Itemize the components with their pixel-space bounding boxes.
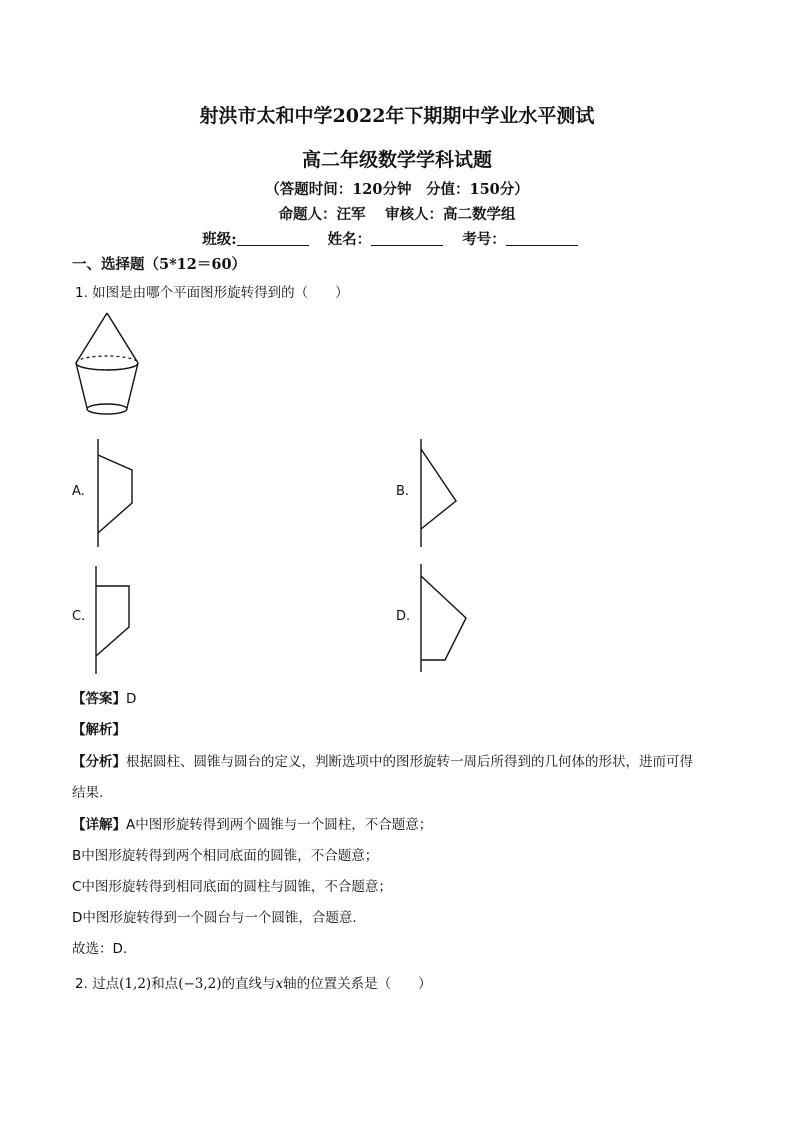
analysis-tag: 【解析】 xyxy=(72,722,126,738)
option-c-figure[interactable] xyxy=(93,564,138,676)
option-d-figure[interactable] xyxy=(418,562,470,674)
student-info-line xyxy=(0,228,794,249)
q2-stem-part3: 的直线与 xyxy=(221,976,276,992)
fenxi-line-1 xyxy=(72,750,693,770)
option-b-figure[interactable] xyxy=(418,437,463,549)
q2-point-1: (1,2) xyxy=(119,976,152,992)
q2-stem-part4: 轴的位置关系是（ ） xyxy=(283,976,432,992)
name-blank xyxy=(371,231,443,246)
q2-point-2: (−3,2) xyxy=(178,976,222,992)
answer-tag: 【答案】 xyxy=(72,691,126,707)
exam-no-blank xyxy=(506,231,578,246)
detail-b-line: B中图形旋转得到两个相同底面的圆锥，不合题意； xyxy=(72,848,379,864)
q1-solid-figure xyxy=(72,310,142,422)
detail-d-line: D中图形旋转得到一个圆台与一个圆锥，合题意. xyxy=(72,910,357,926)
class-label: 班级: xyxy=(202,231,237,248)
q2-stem xyxy=(75,972,432,992)
exam-subtitle: 高二年级数学学科试题 xyxy=(301,149,492,171)
q2-stem-part1: 2. 过点 xyxy=(75,976,120,992)
answer-value: D xyxy=(126,691,137,707)
q1-answer-line xyxy=(72,687,136,707)
option-a-label[interactable]: A. xyxy=(72,484,85,499)
option-a-figure[interactable] xyxy=(95,437,140,549)
q2-axis: x xyxy=(275,976,284,992)
fenxi-text: 根据圆柱、圆锥与圆台的定义，判断选项中的图形旋转一周后所得到的几何体的形状，进而可得 xyxy=(126,754,693,770)
option-d-label[interactable]: D. xyxy=(396,609,411,624)
detail-a-text: A中图形旋转得到两个圆锥与一个圆柱，不合题意； xyxy=(126,817,433,833)
choose-line: 故选：D. xyxy=(72,941,128,957)
detail-a-line xyxy=(72,813,432,833)
name-label: 姓名： xyxy=(327,231,372,248)
q1-stem: 1. 如图是由哪个平面图形旋转得到的（ ） xyxy=(75,285,349,301)
xiangjie-tag: 【详解】 xyxy=(72,817,126,833)
authors-line: 命题人：汪军 审核人：高二数学组 xyxy=(278,206,516,223)
option-b-label[interactable]: B. xyxy=(396,484,410,499)
q2-stem-part2: 和点 xyxy=(151,976,179,992)
fenxi-tag: 【分析】 xyxy=(72,754,126,770)
time-score-line: （答题时间：120分钟 分值：150分） xyxy=(265,181,529,198)
option-c-label[interactable]: C. xyxy=(72,609,86,624)
detail-c-line: C中图形旋转得到相同底面的圆柱与圆锥，不合题意； xyxy=(72,879,392,895)
class-blank xyxy=(237,231,309,246)
exam-no-label: 考号： xyxy=(462,231,506,248)
exam-title: 射洪市太和中学2022年下期期中学业水平测试 xyxy=(199,105,595,127)
section-title: 一、选择题（5*12＝60） xyxy=(72,256,247,273)
fenxi-line-2: 结果. xyxy=(72,785,104,801)
